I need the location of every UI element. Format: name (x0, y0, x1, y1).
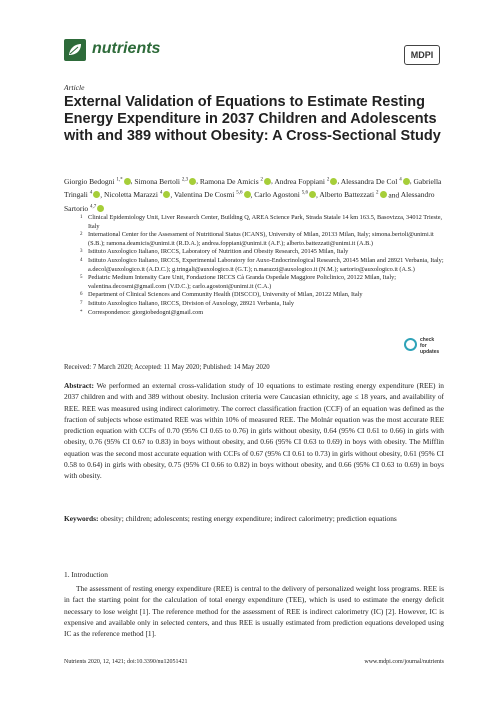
affiliation-text: Istituto Auxologico Italiano, IRCCS, Division of Auxology, 28921 Verbania, Italy (88, 299, 295, 307)
journal-name: nutrients (92, 40, 161, 57)
author-affiliation-sup: 4,7 (90, 204, 97, 209)
author-name: Simona Bertoli $^{2,3}$ (134, 177, 196, 186)
affiliation-item (80, 257, 446, 274)
author-affiliation-sup: 4 (89, 190, 93, 196)
author-name: Nicoletta Marazzi $^4$ (104, 190, 170, 199)
footer-citation: Nutrients 2020, 12, 1421; doi:10.3390/nu12051421 (64, 659, 188, 665)
orcid-icon[interactable] (124, 178, 131, 185)
journal-logo-icon (64, 39, 86, 61)
author-name: Carlo Agostoni $^{5,6}$ (254, 190, 316, 199)
affiliation-item (80, 231, 446, 248)
orcid-icon[interactable] (93, 191, 100, 198)
orcid-icon[interactable] (330, 178, 337, 185)
orcid-icon[interactable] (264, 178, 271, 185)
affiliation-number: 2 (80, 232, 83, 238)
abstract-label: Abstract: (64, 381, 94, 390)
orcid-icon[interactable] (380, 191, 387, 198)
affiliation-list (80, 214, 446, 317)
affiliation-number: 6 (80, 292, 83, 298)
publication-dates: Received: 7 March 2020; Accepted: 11 May 2020; Published: 14 May 2020 (64, 364, 270, 371)
affiliation-number: 1 (80, 215, 83, 220)
author-affiliation-sup: 4 (159, 190, 163, 196)
affiliation-item (80, 248, 446, 257)
orcid-icon[interactable] (244, 191, 251, 198)
author-affiliation-sup: 5,6 (236, 190, 243, 196)
affiliation-text: International Center for the Assessment of Nutritional Status (ICANS), University of Milan, 20133 Milan, Italy; simona.bertoli@unimi.it (S.B.); ramona.deamicis@unimi.it (R.D.A.); andrea.foppiani@unimi.it (A.F.); alberto.battezzati@unimi.it (A.B.) (88, 231, 434, 247)
section-heading: 1. Introduction (64, 570, 108, 579)
author-affiliation-sup: 2 (376, 190, 379, 196)
author-affiliation-sup: 5,6 (301, 190, 309, 196)
intro-paragraph: The assessment of resting energy expenditure (REE) is central to the delivery of personalized weight loss programs. REE is in fact the starting point for the calculation of total energy expenditure (TEE), which is used to estimate the energy deficit necessary to lose weight [1]. The reference method for the assessment of REE is indirect calorimetry (IC) [2]. However, IC is expensive and available only in selected centers, and thus REE is usually estimated from prediction equations developed using IC as the reference method [1]. (64, 584, 444, 639)
check-updates-line1: check for (420, 337, 435, 349)
affiliation-item (80, 309, 446, 318)
author-name: Alberto Battezzati $^2$ (319, 190, 386, 199)
check-updates-icon (404, 338, 417, 351)
affiliation-number: 5 (80, 275, 83, 281)
paper-title: External Validation of Equations to Estimate Resting Energy Expenditure in 2037 Children and Adolescents with and 389 without Obesity: A Cross-Sectional Study (64, 94, 441, 144)
author-name: Giorgio Bedogni $^{1,*}$ (64, 177, 131, 186)
abstract (64, 380, 444, 482)
affiliation-text: Correspondence: giorgiobedogni@gmail.com (88, 308, 204, 316)
affiliation-text: Pediatric Medium Intensity Care Unit, Fondazione IRCCS Cà Granda Ospedale Maggiore Policlinico, 20122 Milan, Italy; valentina.decosmi@gmail.com (V.D.C.); carlo.agostoni@unimi.it (C.A.) (88, 274, 396, 290)
author-name: Valentina De Cosmi $^{5,6}$ (174, 190, 251, 199)
orcid-icon[interactable] (403, 178, 410, 185)
author-name: Ramona De Amicis $^2$ (200, 177, 271, 186)
author-affiliation-sup: 2 (260, 177, 263, 182)
author-name: Gabriella Tringali $^4$ (64, 176, 442, 199)
orcid-icon[interactable] (97, 205, 104, 212)
affiliation-number: 3 (80, 249, 83, 255)
affiliation-text: Istituto Auxologico Italiano, IRCCS, Experimental Laboratory for Auxo-Endocrinological Research, 20145 Milan and 28921 Verbania, Italy; a.decol@auxologico.it (A.D.C.); g.tringali@auxologico.it (G.T.); n.marazzi@auxologico.it (N.M.); sartorio@auxologico.it (A.S.) (88, 256, 444, 273)
orcid-icon[interactable] (163, 191, 170, 198)
affiliation-item (80, 274, 446, 291)
affiliation-number: 4 (80, 257, 83, 263)
author-name: Alessandro Sartorio $^{4,7}$ (64, 190, 435, 213)
author-name: Alessandra De Col $^4$ (341, 177, 410, 186)
footer-journal-link[interactable]: www.mdpi.com/journal/nutrients (364, 659, 444, 665)
author-affiliation-sup: 2 (326, 177, 330, 182)
affiliation-text: Istituto Auxologico Italiano, IRCCS, Laboratory of Nutrition and Obesity Research, 20145 Milan, Italy (88, 248, 349, 256)
publisher-logo: MDPI (404, 45, 440, 65)
author-affiliation-sup: 1,* (116, 177, 123, 182)
author-name: Andrea Foppiani $^2$ (274, 177, 337, 186)
check-for-updates-badge[interactable] (404, 336, 438, 358)
article-type: Article (64, 83, 85, 92)
affiliation-item (80, 300, 446, 309)
orcid-icon[interactable] (189, 178, 196, 185)
keywords-text: obesity; children; adolescents; resting energy expenditure; indirect calorimetry; prediction equations (100, 514, 397, 523)
check-updates-line2: updates (420, 349, 440, 355)
author-affiliation-sup: 2,3 (181, 177, 189, 182)
abstract-text: We performed an external cross-validation study of 10 equations to estimate resting energy expenditure (REE) in 2037 children and with and 389 without obesity. Inclusion criteria were Caucasian ethnicity, age ≤ 18 years, and availability of REE. REE was measured using indirect calorimetry. The correct classification fraction (CCF) of an equation was defined as the fraction of subjects whose estimated REE was within 10% of measured REE. The Molnár equation was the most accurate REE prediction equation with CCFs of 0.70 (95% CI 0.65 to 0.76) in girls without obesity, 0.64 (95% CI 0.61 to 0.66) in girls with obesity, 0.76 (95% CI 0.67 to 0.83) in boys without obesity, and 0.66 (95% CI 0.63 to 0.69) in boys with obesity. The Mifflin equation was the second most accurate equation with CCFs of 0.67 (95% CI 0.61 to 0.73) in girls without obesity, 0.61 (95% CI 0.58 to 0.64) in girls with obesity, 0.75 (95% CI 0.66 to 0.82) in boys without obesity, and 0.66 (95% CI 0.63 to 0.69) in boys with obesity. (64, 381, 444, 481)
affiliation-number: * (80, 309, 83, 315)
author-affiliation-sup: 4 (399, 177, 402, 182)
keywords (64, 513, 444, 524)
orcid-icon[interactable] (309, 191, 316, 198)
keywords-label: Keywords: (64, 514, 99, 523)
affiliation-item (80, 214, 446, 231)
author-list: Giorgio Bedogni $^{1,*}$ , Simona Bertoli $^{2,3}$ , Ramona De Amicis $^2$ , Andrea Foppiani $^2$ , Alessandra De Col $^4$ , Gabriella Tringali $^4$ , Nicoletta Marazzi $^4$ , Valentina De Cosmi $^{5,6}$ , Carlo Agostoni $^{5,6}$ , Alberto Battezzati $^2$ and Alessandro Sartorio $^{4,7}$ (64, 176, 442, 213)
affiliation-item (80, 291, 446, 300)
affiliation-text: Department of Clinical Sciences and Community Health (DISCCO), University of Milan, 20122 Milan, Italy (88, 291, 363, 299)
affiliation-number: 7 (80, 300, 83, 306)
affiliation-text: Clinical Epidemiology Unit, Liver Research Center, Building Q, AREA Science Park, Strada Statale 14 km 163.5, Basovizza, 34012 Trieste, Italy (88, 214, 443, 230)
